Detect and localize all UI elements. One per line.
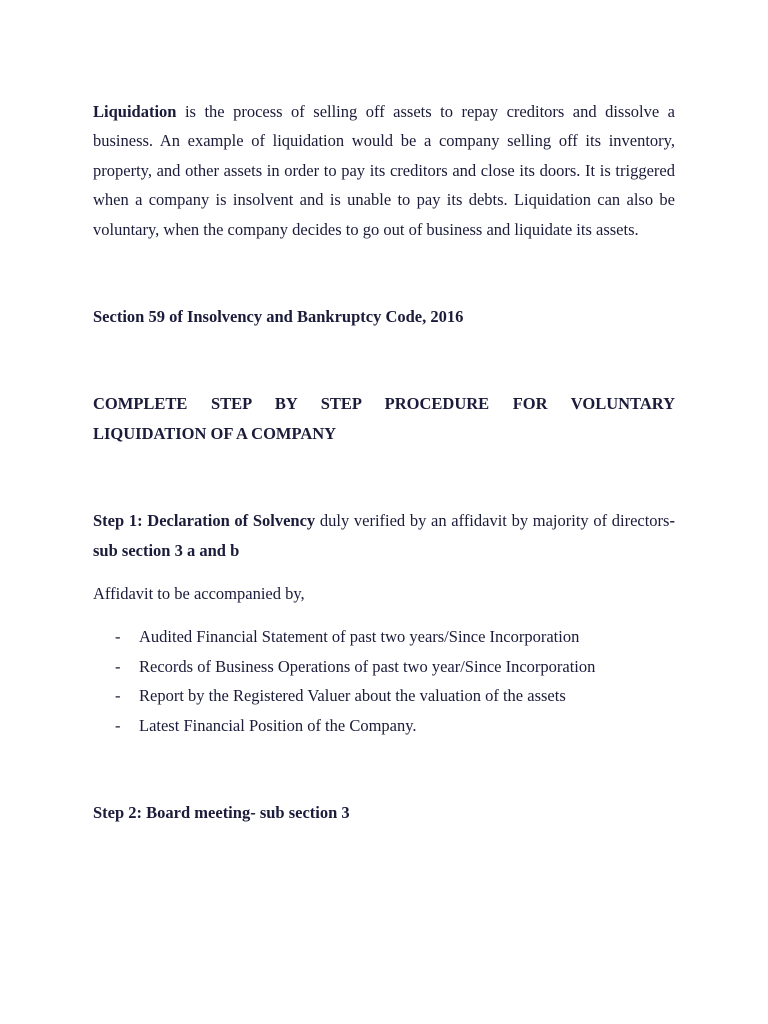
step1-paragraph xyxy=(93,506,675,565)
list-item xyxy=(93,622,675,651)
list-item xyxy=(93,652,675,681)
list-item xyxy=(93,711,675,740)
list-item-text: Audited Financial Statement of past two years/Since Incorporation xyxy=(139,627,580,647)
affidavit-intro: Affidavit to be accompanied by, xyxy=(93,584,305,604)
intro-text: is the process of selling off assets to repay creditors and dissolve a business. An example of liquidation would be a company selling off its inventory, property, and other assets in order to pay its creditors and close its doors. It is triggered when a company is insolvent and is unable to pay its debts. Liquidation can also be voluntary, when the company decides to go out of business and liquidate its assets. xyxy=(93,102,675,239)
liquidation-term: Liquidation xyxy=(93,102,177,121)
dash-bullet: - xyxy=(115,715,121,735)
main-heading: COMPLETE STEP BY STEP PROCEDURE FOR VOLUNTARY LIQUIDATION OF A COMPANY xyxy=(93,394,675,443)
intro-paragraph xyxy=(93,97,675,244)
step1-label: Step 1: Declaration of Solvency xyxy=(93,511,316,531)
dash-bullet: - xyxy=(115,656,121,676)
dash-bullet: - xyxy=(115,627,121,647)
list-item-text: Report by the Registered Valuer about the valuation of the assets xyxy=(139,686,566,706)
document-page xyxy=(93,97,675,828)
requirements-list xyxy=(93,622,675,740)
list-item-text: Latest Financial Position of the Company. xyxy=(139,715,417,735)
section-heading: Section 59 of Insolvency and Bankruptcy Code, 2016 xyxy=(93,307,464,327)
list-item xyxy=(93,681,675,710)
step1-text: duly verified by an affidavit by majority of directors xyxy=(315,511,670,531)
dash-bullet: - xyxy=(115,686,121,706)
step1-ref: - sub section 3 a and b xyxy=(93,511,675,560)
step2-heading: Step 2: Board meeting- sub section 3 xyxy=(93,803,350,823)
list-item-text: Records of Business Operations of past two year/Since Incorporation xyxy=(139,656,596,676)
